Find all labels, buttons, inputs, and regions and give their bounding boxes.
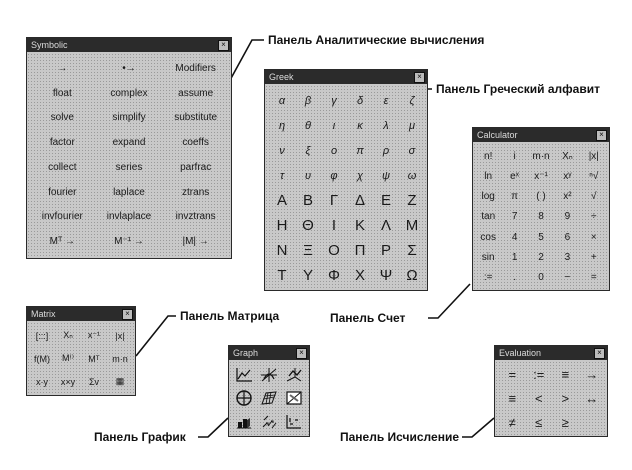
calculator-key[interactable]: ÷ [591,211,597,223]
greek-key[interactable]: ε [383,94,389,107]
calculator-key[interactable]: sin [481,252,495,264]
calculator-key[interactable]: 6 [564,231,571,243]
greek-key[interactable]: φ [330,169,338,182]
greek-key[interactable]: Α [276,192,287,209]
symbolic-key[interactable]: collect [48,161,77,173]
3d-scatter-icon[interactable] [282,387,307,411]
calculator-key[interactable]: √ [591,191,597,203]
greek-key[interactable]: Δ [354,192,366,209]
greek-key[interactable]: ψ [381,169,390,182]
contour-plot-icon[interactable] [256,387,281,411]
greek-panel [264,69,428,291]
calculator-keys [475,146,607,288]
symbolic-key[interactable]: parfrac [180,161,212,173]
calculator-title: Calculator [477,130,518,140]
evaluation-key[interactable]: ≤ [535,414,543,430]
calculator-key[interactable]: x⁻¹ [534,170,548,182]
symbolic-key[interactable]: factor [49,137,75,149]
greek-key[interactable]: Ψ [379,267,393,284]
calculator-key[interactable]: m·n [532,150,550,162]
calculator-key[interactable]: 3 [564,252,571,264]
calculator-key[interactable]: tan [481,211,496,223]
close-icon[interactable]: × [594,348,605,359]
calculator-key[interactable]: + [590,252,597,264]
greek-key[interactable]: Ε [380,192,391,209]
symbolic-key[interactable]: coeffs [182,137,209,149]
xy-plot-icon[interactable] [231,363,256,387]
symbolic-key[interactable]: invztrans [175,211,216,223]
evaluation-key[interactable]: ≡ [561,367,570,383]
calculator-key[interactable]: − [564,272,571,284]
symbolic-key[interactable]: solve [50,112,74,124]
matrix-caption: Панель Матрица [180,309,280,323]
evaluation-key[interactable]: ≥ [561,414,569,430]
symbolic-key[interactable]: M⁻¹ → [114,236,144,248]
greek-key[interactable]: ι [332,119,336,132]
matrix-key[interactable]: |x| [115,330,125,341]
polar-plot-icon[interactable] [256,363,281,387]
calculator-panel [472,127,610,291]
matrix-key[interactable]: Xₙ [63,330,73,340]
calculator-key[interactable]: 9 [564,211,571,223]
matrix-keys [29,324,133,393]
calculator-key[interactable]: := [483,272,493,284]
matrix-key[interactable]: M⁽⁾ [62,353,74,363]
matrix-title: Matrix [31,309,56,319]
greek-key[interactable]: Θ [302,217,314,234]
symbolic-key[interactable]: complex [110,87,148,99]
symbolic-key[interactable]: series [115,161,143,173]
evaluation-key[interactable]: := [533,367,545,383]
symbolic-key[interactable]: Modifiers [175,62,216,74]
greek-key[interactable]: ζ [409,94,415,107]
calculator-caption: Панель Счет [330,311,406,325]
calculator-key[interactable]: = [590,272,597,284]
greek-key[interactable]: α [278,94,286,107]
close-icon[interactable]: × [296,348,307,359]
greek-key[interactable]: η [278,119,286,132]
graph-title: Graph [233,348,259,358]
greek-key[interactable]: ξ [305,144,311,157]
symbolic-key[interactable]: laplace [113,186,145,198]
greek-keys [269,88,425,288]
evaluation-titlebar[interactable] [495,346,607,360]
zoom-icon[interactable] [231,387,256,411]
close-icon[interactable]: × [414,72,425,83]
greek-key[interactable]: Τ [277,267,287,284]
matrix-key[interactable]: ▦ [115,376,125,386]
greek-key[interactable]: Ω [406,267,418,284]
matrix-key[interactable]: x×y [60,376,76,387]
symbolic-key[interactable]: ztrans [182,186,210,198]
symbolic-key[interactable]: simplify [112,112,146,124]
greek-key[interactable]: μ [408,119,416,132]
greek-key[interactable]: Ξ [303,242,313,259]
calculator-key[interactable]: 0 [538,272,544,284]
symbolic-title: Symbolic [31,40,68,50]
calculator-key[interactable]: 5 [538,231,544,243]
calculator-key[interactable]: 2 [538,252,544,264]
greek-titlebar[interactable] [265,70,427,84]
symbolic-key[interactable]: float [52,87,72,99]
greek-key[interactable]: Φ [328,267,340,284]
close-icon[interactable]: × [122,309,133,320]
symbolic-keys [29,56,229,254]
matrix-key[interactable]: x·y [36,376,48,387]
matrix-key[interactable]: [:::] [35,330,49,341]
matrix-panel [26,306,136,396]
greek-key[interactable]: Χ [354,267,365,284]
greek-key[interactable]: ο [330,144,338,157]
greek-key[interactable]: γ [331,94,337,107]
greek-key[interactable]: Ζ [407,192,417,209]
evaluation-key[interactable]: < [534,390,543,406]
surface-plot-icon[interactable] [282,363,307,387]
greek-caption: Панель Греческий алфавит [436,82,600,96]
evaluation-key[interactable]: ≡ [508,390,517,406]
greek-key[interactable]: σ [408,144,416,157]
symbolic-titlebar[interactable] [27,38,231,52]
graph-titlebar[interactable] [229,346,309,360]
greek-key[interactable]: Λ [380,217,392,234]
greek-key[interactable]: χ [356,169,363,182]
greek-key[interactable]: Ρ [380,242,391,259]
calculator-key[interactable]: ln [484,170,493,182]
vector-field-icon[interactable] [256,410,281,434]
symbolic-panel [26,37,232,259]
matrix-titlebar[interactable] [27,307,135,321]
greek-key[interactable]: Μ [405,217,419,234]
greek-key[interactable]: Κ [354,217,365,234]
calculator-key[interactable]: eˣ [510,170,520,182]
matrix-key[interactable]: Σv [88,376,100,387]
evaluation-keys [499,363,605,434]
greek-key[interactable]: τ [279,169,285,182]
leader-calculus [462,418,494,437]
greek-key[interactable]: π [356,144,364,157]
graph-panel [228,345,310,437]
greek-key[interactable]: Π [354,242,366,259]
leader-calculator [428,284,470,318]
symbolic-key[interactable]: fourier [48,186,77,198]
matrix-key[interactable]: Mᵀ [88,353,100,364]
greek-key[interactable]: Ν [276,242,288,259]
symbolic-key[interactable]: invfourier [41,211,83,223]
calculator-key[interactable]: cos [480,231,496,243]
greek-key[interactable]: ν [279,144,285,157]
evaluation-key[interactable]: ≠ [508,414,516,430]
greek-key[interactable]: Γ [329,192,339,209]
calculator-key[interactable]: xʸ [563,170,572,182]
greek-key[interactable]: ω [407,169,417,182]
symbolic-key[interactable]: invlaplace [106,211,152,223]
graph-keys [231,363,307,434]
matrix-key[interactable]: f(M) [34,353,50,364]
evaluation-key[interactable]: ↔ [585,390,599,406]
greek-key[interactable]: Υ [302,267,313,284]
close-icon[interactable]: × [218,40,229,51]
calculator-key[interactable]: 8 [538,211,544,223]
evaluation-panel [494,345,608,437]
greek-key[interactable]: Σ [407,242,417,259]
greek-key[interactable]: ρ [382,144,390,157]
calculator-key[interactable]: 7 [511,211,518,223]
calculator-key[interactable]: 1 [511,252,518,264]
symbolic-key[interactable]: assume [178,87,214,99]
calculator-key[interactable]: ⁿ√ [589,170,599,182]
calculator-key[interactable]: i [513,150,516,162]
calculator-key[interactable]: x² [563,191,572,203]
calculator-key[interactable]: n! [484,150,493,162]
greek-key[interactable]: Ο [328,242,340,259]
greek-key[interactable]: δ [356,94,364,107]
calculus-caption: Панель Исчисление [340,430,459,444]
calculator-key[interactable]: × [590,231,597,243]
greek-key[interactable]: Β [302,192,313,209]
symbolic-caption: Панель Аналитические вычисления [268,33,485,47]
symbolic-key[interactable]: |M| → [182,236,209,248]
greek-key[interactable]: θ [305,119,311,132]
greek-key[interactable]: λ [383,119,389,132]
symbolic-key[interactable]: •→ [122,62,136,74]
greek-key[interactable]: υ [304,169,312,182]
close-icon[interactable]: × [596,130,607,141]
evaluation-key[interactable]: = [508,367,517,383]
calculator-key[interactable]: ( ) [536,191,546,203]
evaluation-key[interactable]: → [585,367,599,383]
greek-key[interactable]: β [304,94,312,107]
matrix-key[interactable]: x⁻¹ [87,330,101,340]
leader-graph [198,418,228,437]
calculator-key[interactable]: log [481,191,495,203]
3d-bar-icon[interactable] [231,410,256,434]
symbolic-key[interactable]: → [57,62,68,74]
calculator-titlebar[interactable] [473,128,609,142]
leader-matrix [136,316,176,356]
graph-caption: Панель График [94,430,186,444]
calculator-key[interactable]: Xₙ [562,150,573,162]
calculator-key[interactable]: 4 [511,231,518,243]
calculator-key[interactable]: . [513,272,516,284]
symbolic-key[interactable]: Mᵀ → [49,236,76,248]
evaluation-key[interactable]: > [561,390,570,406]
symbolic-key[interactable]: expand [112,137,146,149]
greek-key[interactable]: Ι [331,217,337,234]
calculator-key[interactable]: |x| [588,150,599,162]
symbolic-key[interactable]: substitute [174,112,218,124]
trace-icon[interactable] [282,410,307,434]
evaluation-title: Evaluation [499,348,542,358]
matrix-key[interactable]: m·n [112,353,128,364]
greek-title: Greek [269,72,294,82]
greek-key[interactable]: κ [357,119,363,132]
greek-key[interactable]: Η [276,217,288,234]
calculator-key[interactable]: π [511,191,519,203]
